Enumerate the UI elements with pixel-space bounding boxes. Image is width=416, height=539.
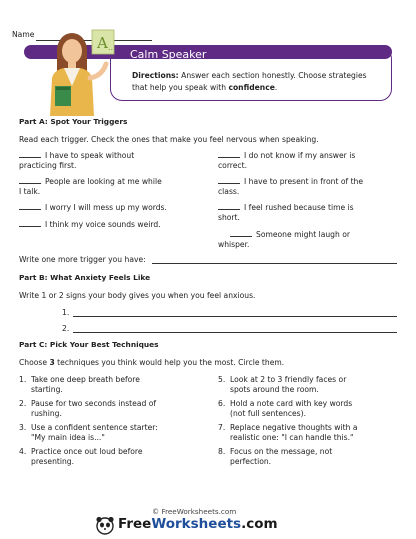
trigger-item[interactable]: I feel rushed because time is short. — [218, 203, 354, 223]
page-title: Calm Speaker — [130, 48, 207, 61]
trigger-item[interactable]: I have to speak without practicing first. — [19, 151, 135, 171]
check-line[interactable] — [218, 183, 240, 184]
check-line[interactable] — [19, 183, 41, 184]
trigger-item[interactable]: Someone might laugh or whisper. — [218, 230, 351, 250]
teacher-illustration — [42, 26, 122, 116]
trigger-item[interactable]: I have to present in front of the class. — [218, 177, 364, 197]
name-label: Name — [12, 30, 35, 39]
directions-line-1: Directions: Answer each section honestly. Choose strategies — [132, 71, 367, 80]
directions-label: Directions: — [132, 71, 179, 80]
trigger-item[interactable]: I worry I will mess up my words. — [19, 203, 209, 215]
technique-item[interactable]: 2. Pause for two seconds instead of rushing. — [19, 399, 157, 419]
svg-text:..: .. — [108, 43, 114, 52]
check-line[interactable] — [218, 157, 240, 158]
technique-item[interactable]: 7. Replace negative thoughts with a realistic one: "I can handle this." — [218, 423, 358, 443]
technique-item[interactable]: 1. Take one deep breath before starting. — [19, 375, 140, 395]
part-c-intro: Choose 3 techniques you think would help you the most. Circle them. — [19, 358, 285, 367]
answer-line-2[interactable] — [73, 324, 397, 333]
freeworksheets-logo[interactable]: FreeWorksheets.com — [118, 516, 278, 532]
answer-line-1[interactable] — [73, 308, 397, 317]
technique-list-left — [19, 375, 209, 471]
technique-item[interactable]: 5. Look at 2 to 3 friendly faces or spots around the room. — [218, 375, 347, 395]
part-a-right-list — [218, 151, 398, 252]
part-b-intro: Write 1 or 2 signs your body gives you when you feel anxious. — [19, 291, 256, 300]
check-line[interactable] — [19, 209, 41, 210]
copyright-link[interactable]: © FreeWorksheets.com — [152, 507, 237, 516]
check-line[interactable] — [218, 209, 240, 210]
technique-list-right — [218, 375, 403, 471]
write-trigger-prompt: Write one more trigger you have: — [19, 255, 146, 264]
technique-item[interactable]: 6. Hold a note card with key words (not full sentences). — [218, 399, 353, 419]
technique-item[interactable]: 8. Focus on the message, not perfection. — [218, 447, 333, 467]
part-b-heading: Part B: What Anxiety Feels Like — [19, 273, 151, 282]
check-line[interactable] — [19, 226, 41, 227]
write-trigger-line[interactable] — [152, 255, 397, 264]
part-a-intro: Read each trigger. Check the ones that make you feel nervous when speaking. — [19, 135, 319, 144]
part-b-number-1: 1. — [62, 308, 70, 317]
part-a-heading: Part A: Spot Your Triggers — [19, 117, 128, 126]
technique-item[interactable]: 3. Use a confident sentence starter: "My main idea is..." — [19, 423, 158, 443]
trigger-item[interactable]: I do not know if my answer is correct. — [218, 151, 356, 171]
check-line[interactable] — [230, 236, 252, 237]
part-c-heading: Part C: Pick Your Best Techniques — [19, 340, 159, 349]
check-line[interactable] — [19, 157, 41, 158]
panda-logo-icon — [95, 515, 115, 535]
part-a-left-list — [19, 151, 209, 232]
part-b-number-2: 2. — [62, 324, 70, 333]
trigger-item[interactable]: I think my voice sounds weird. — [19, 220, 209, 232]
directions-line-2: that help you speak with confidence. — [132, 83, 278, 92]
technique-item[interactable]: 4. Practice once out loud before presenting. — [19, 447, 143, 467]
svg-text:A: A — [97, 34, 108, 52]
trigger-item[interactable]: People are looking at me while I talk. — [19, 177, 162, 197]
